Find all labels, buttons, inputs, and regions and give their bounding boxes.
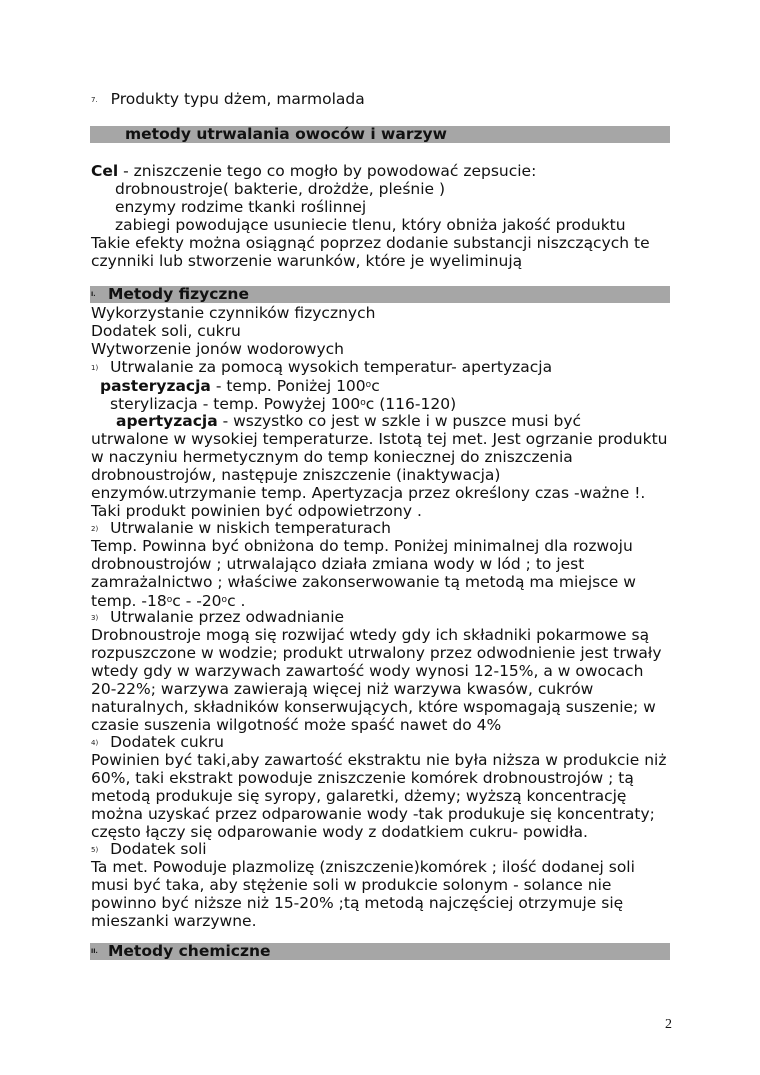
paragraph-line: powinno być niższe niż 15-20% ;tą metodą najczęściej otrzymuje się xyxy=(91,894,624,912)
paragraph-line: Temp. Powinna być obniżona do temp. Poniżej minimalnej dla rozwoju xyxy=(91,537,633,555)
pasteurization-line xyxy=(100,376,380,395)
temp-value: - -20 xyxy=(180,592,222,610)
goal-label: Cel xyxy=(91,162,119,180)
paragraph-line: enzymów.utrzymanie temp. Apertyzacja przez określony czas -ważne !. xyxy=(91,484,646,502)
main-heading: metody utrwalania owoców i warzyw xyxy=(125,125,447,143)
paragraph-line: czasie suszenia wilgotność może spaść nawet do 4% xyxy=(91,716,502,734)
appertization-label: apertyzacja xyxy=(116,412,218,430)
subsection-4 xyxy=(91,733,224,752)
punctuation: . xyxy=(235,592,246,610)
subsection-1 xyxy=(91,358,552,377)
section-title: Metody fizyczne xyxy=(108,285,249,303)
appertization-text: - wszystko co jest w szkle i w puszce musi być xyxy=(217,412,582,430)
degree-symbol: o xyxy=(365,380,372,390)
goal-item: enzymy rodzime tkanki roślinnej xyxy=(115,198,367,216)
list-number: 7. xyxy=(91,95,98,104)
intro-line: Wykorzystanie czynników fizycznych xyxy=(91,304,376,322)
list-number: 3) xyxy=(91,613,99,622)
list-number: 4) xyxy=(91,738,99,747)
paragraph-line: utrwalone w wysokiej temperaturze. Istotą tej met. Jest ogrzanie produktu xyxy=(91,430,668,448)
sterilization-text: sterylizacja - temp. Powyżej 100 xyxy=(110,395,361,413)
goal-line xyxy=(91,162,536,180)
paragraph-line: Ta met. Powoduje plazmolizę (zniszczenie)komórek ; ilość dodanej soli xyxy=(91,858,635,876)
subsection-title: Utrwalanie przez odwadnianie xyxy=(110,608,345,626)
page-number: 2 xyxy=(665,1017,672,1032)
paragraph-line: wtedy gdy w warzywach zawartość wody wynosi 12-15%, a w owocach xyxy=(91,662,644,680)
sterilization-line xyxy=(110,394,456,413)
paragraph-line: Takie efekty można osiągnąć poprzez dodanie substancji niszczących te xyxy=(91,234,650,252)
degree-symbol: o xyxy=(166,595,173,605)
unit: c xyxy=(172,592,181,610)
intro-line: Dodatek soli, cukru xyxy=(91,322,241,340)
list-item-7 xyxy=(91,90,365,109)
subsection-5 xyxy=(91,840,207,859)
intro-line: Wytworzenie jonów wodorowych xyxy=(91,340,344,358)
degree-symbol: o xyxy=(221,595,228,605)
section-title: Metody chemiczne xyxy=(108,942,271,960)
paragraph-line: drobnoustrojów, następuje zniszczenie (inaktywacja) xyxy=(91,466,501,484)
subsection-title: Utrwalanie w niskich temperaturach xyxy=(110,519,391,537)
subsection-2 xyxy=(91,519,391,538)
paragraph-line: zamrażalnictwo ; właściwe zakonserwowanie tą metodą ma miejsce w xyxy=(91,573,636,591)
paragraph-line: często łączy się odparowanie wody z dodatkiem cukru- powidła. xyxy=(91,823,588,841)
list-number: 2) xyxy=(91,524,99,533)
list-number: 1) xyxy=(91,363,99,372)
paragraph-line: 20-22%; warzywa zawierają więcej niż warzywa kwasów, cukrów xyxy=(91,680,594,698)
paragraph-line: 60%, taki ekstrakt powoduje zniszczenie komórek drobnoustrojów ; tą xyxy=(91,769,634,787)
appertization-line xyxy=(116,412,581,430)
paragraph-line: można uzyskać przez odparowanie wody -tak produkuje się koncentraty; xyxy=(91,805,655,823)
subsection-title: Dodatek soli xyxy=(110,840,207,858)
section-number: II. xyxy=(91,948,98,955)
subsection-title: Dodatek cukru xyxy=(110,733,224,751)
range: (116-120) xyxy=(374,395,457,413)
subsection-3 xyxy=(91,608,344,627)
goal-text: - zniszczenie tego co mogło by powodować zepsucie: xyxy=(118,162,537,180)
section-bar-chemical xyxy=(90,943,670,960)
section-bar-physical xyxy=(90,286,670,303)
unit: c xyxy=(365,395,375,413)
list-number: 5) xyxy=(91,845,99,854)
heading-bar-main xyxy=(90,126,670,143)
paragraph-line: naturalnych, składników konserwujących, które wspomagają suszenie; w xyxy=(91,698,656,716)
paragraph-line: musi być taka, aby stężenie soli w produkcie solonym - solance nie xyxy=(91,876,612,894)
unit: c xyxy=(227,592,236,610)
subsection-title: Utrwalanie za pomocą wysokich temperatur- apertyzacja xyxy=(110,358,553,376)
unit: c xyxy=(371,377,380,395)
list-item-text: Produkty typu dżem, marmolada xyxy=(110,90,365,108)
paragraph-line: Powinien być taki,aby zawartość ekstraktu nie była niższa w produkcie niż xyxy=(91,751,667,769)
paragraph-line: Taki produkt powinien być odpowietrzony . xyxy=(91,502,422,520)
goal-item: zabiegi powodujące usuniecie tlenu, który obniża jakość produktu xyxy=(115,216,626,234)
paragraph-line: czynniki lub stworzenie warunków, które je wyeliminują xyxy=(91,252,523,270)
paragraph-line: mieszanki warzywne. xyxy=(91,912,257,930)
paragraph-line: metodą produkuje się syropy, galaretki, dżemy; wyższą koncentrację xyxy=(91,787,627,805)
pasteurization-text: - temp. Poniżej 100 xyxy=(210,377,366,395)
goal-item: drobnoustroje( bakterie, drożdże, pleśnie ) xyxy=(115,180,446,198)
paragraph-line: Drobnoustroje mogą się rozwijać wtedy gdy ich składniki pokarmowe są xyxy=(91,626,650,644)
section-number: I. xyxy=(91,291,96,298)
paragraph-line: rozpuszczone w wodzie; produkt utrwalony przez odwodnienie jest trwały xyxy=(91,644,662,662)
paragraph-line: drobnoustrojów ; utrwalająco działa zmiana wody w lód ; to jest xyxy=(91,555,585,573)
degree-symbol: o xyxy=(360,398,366,408)
temp-value: temp. -18 xyxy=(91,592,167,610)
pasteurization-label: pasteryzacja xyxy=(100,377,211,395)
paragraph-line: w naczyniu hermetycznym do temp koniecznej do zniszczenia xyxy=(91,448,573,466)
